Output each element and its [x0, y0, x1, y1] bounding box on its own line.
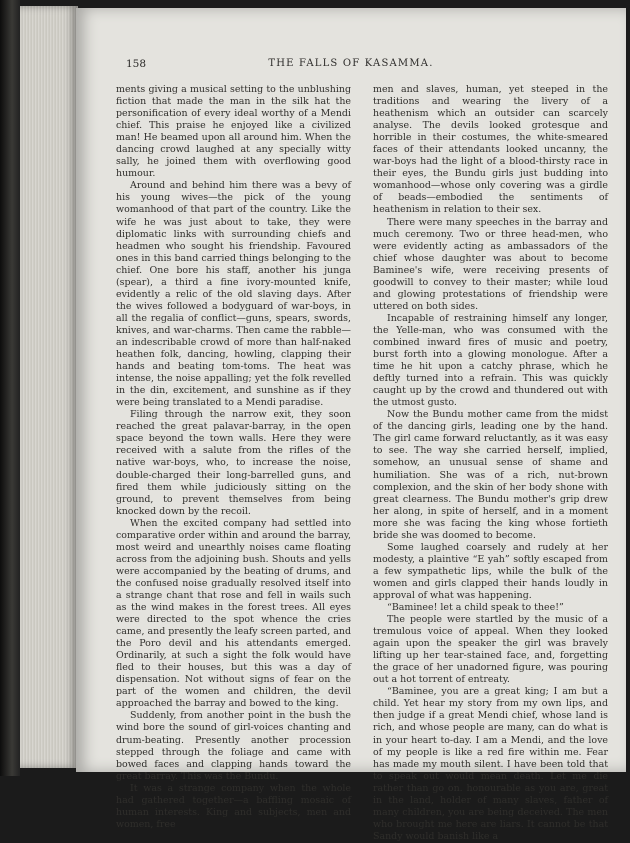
paragraph: Filing through the narrow exit, they soon reached the great palavar-barray, in the open space beyond the town walls. Here they were received with a salute from the rifles of the native war-boys, who, to increase the noise, double-charged their long-barrelled guns, and fired them while judiciously sitting on the ground, to prevent themselves from being knocked down by the recoil.: [116, 409, 351, 517]
paragraph: men and slaves, human, yet steeped in the traditions and wearing the livery of a heathenism which an outsider can scarcely analyse. The devils looked grotesque and horrible in their costumes, the white-smeared faces of their attendants looked uncanny, the war-boys had the light of a blood-thirsty race in their eyes, the Bundu girls just budding into womanhood—whose only covering was a girdle of beads—embodied the sentiments of heathenism in relation to their sex.: [373, 84, 608, 216]
paragraph: “Baminee! let a child speak to thee!”: [387, 602, 564, 614]
running-title: THE FALLS OF KASAMMA.: [268, 58, 434, 69]
book-binding: [0, 0, 20, 776]
paragraph: The people were startled by the music of a tremulous voice of appeal. When they looked again upon the speaker the girl was bravely lifting up her tear-stained face, and, forgetting the grace of her unadorned figure, was pouring out a hot torrent of entreaty.: [373, 614, 608, 686]
left-column: [116, 84, 351, 831]
page-header: [76, 58, 626, 74]
page-edges: [20, 6, 78, 768]
page-number: 158: [126, 58, 147, 70]
paragraph: When the excited company had settled into comparative order within and around the barray, most weird and unearthly noises came floating across from the adjoining bush. Shouts and yells were accompanied by the beating of drums, and the confused noise gradually resolved itself into a strange chant that rose and fell in wails such as the wind makes in the forest trees. All eyes were directed to the spot whence the cries came, and presently the leafy screen parted, and the Poro devil and his attendants emerged. Ordinarily, at such a sight the folk would have fled to their houses, but this was a day of dispensation. Not without signs of fear on the part of the women and children, the devil approached the barray and bowed to the king.: [116, 517, 351, 710]
paragraph: “Baminee, you are a great king; I am but a child. Yet hear my story from my own lips, and then judge if a great Mendi chief, whose land is rich, and whose people are many, can do what is in your heart to-day. I am a Mendi, and the love of my people is like a red fire within me. Fear has made my mouth silent. I have been told that to speak out would mean death. Let me die rather than go on. honourable as you are, great in the land, holder of many slaves, father of many children, you are being deceived. The men who brought me here are liars. It cannot be that Sandy would banish like a: [373, 686, 608, 842]
book-page: [76, 8, 626, 842]
paragraph: There were many speeches in the barray and much ceremony. Two or three head-men, who were evidently acting as ambassadors of the chief whose daughter was about to become Baminee's wife, were receiving presents of goodwill to convey to their master; while loud and glowing protestations of friendship were uttered on both sides.: [373, 216, 608, 312]
paragraph: ments giving a musical setting to the unblushing fiction that made the man in the silk hat the personification of every ideal worthy of a Mendi chief. This praise he enjoyed like a civilized man! He beamed upon all around him. When the dancing crowd laughed at any specially witty sally, he joined them with overflowing good humour.: [116, 84, 351, 180]
paragraph: Around and behind him there was a bevy of his young wives—the pick of the young womanhood of that part of the country. Like the wife he was just about to take, they were diplomatic links with surrounding chiefs and headmen who sought his friendship. Favoured ones in this band carried things belonging to the chief. One bore his staff, another his junga (spear), a third a fine ivory-mounted knife, evidently a relic of the old slaving days. After the wives followed a bodyguard of war-boys, in all the regalia of conflict—guns, spears, swords, knives, and war-charms. Then came the rabble—an indescribable crowd of more than half-naked heathen folk, dancing, howling, clapping their hands and beating tom-toms. The heat was intense, the noise appalling; yet the folk revelled in the din, excitement, and sunshine as if they were being translated to a Mendi paradise.: [116, 180, 351, 409]
paragraph: Some laughed coarsely and rudely at her modesty, a plaintive “E yah” softly escaped from a few sympathetic lips, while the bulk of the women and girls clapped their hands loudly in approval of what was happening.: [373, 541, 608, 601]
paragraph: Incapable of restraining himself any longer, the Yelle-man, who was consumed with the combined inward fires of music and poetry, burst forth into a glowing monologue. After a time he hit upon a catchy phrase, which he deftly turned into a refrain. This was quickly caught up by the crowd and thundered out with the utmost gusto.: [373, 312, 608, 409]
paragraph: It was a strange company when the whole had gathered together—a baffling mosaic of human interests. King and subjects, men and women, free: [116, 782, 351, 830]
paragraph: Now the Bundu mother came from the midst of the dancing girls, leading one by the hand. The girl came forward reluctantly, as it was easy to see. The way she carried herself, implied, somehow, an unusual sense of shame and humiliation. She was of a rich, nut-brown complexion, and the skin of her body shone with great clearness. The Bundu mother's grip drew her along, in spite of herself, and in a moment more she was facing the king whose fortieth bride she was doomed to become.: [373, 409, 608, 541]
right-column: [373, 84, 608, 843]
paragraph: Suddenly, from another point in the bush the wind bore the sound of girl-voices chanting and drum-beating. Presently another procession stepped through the foliage and came with bowed faces and clapping hands toward the great barray. This was the Bundu.: [116, 710, 351, 782]
